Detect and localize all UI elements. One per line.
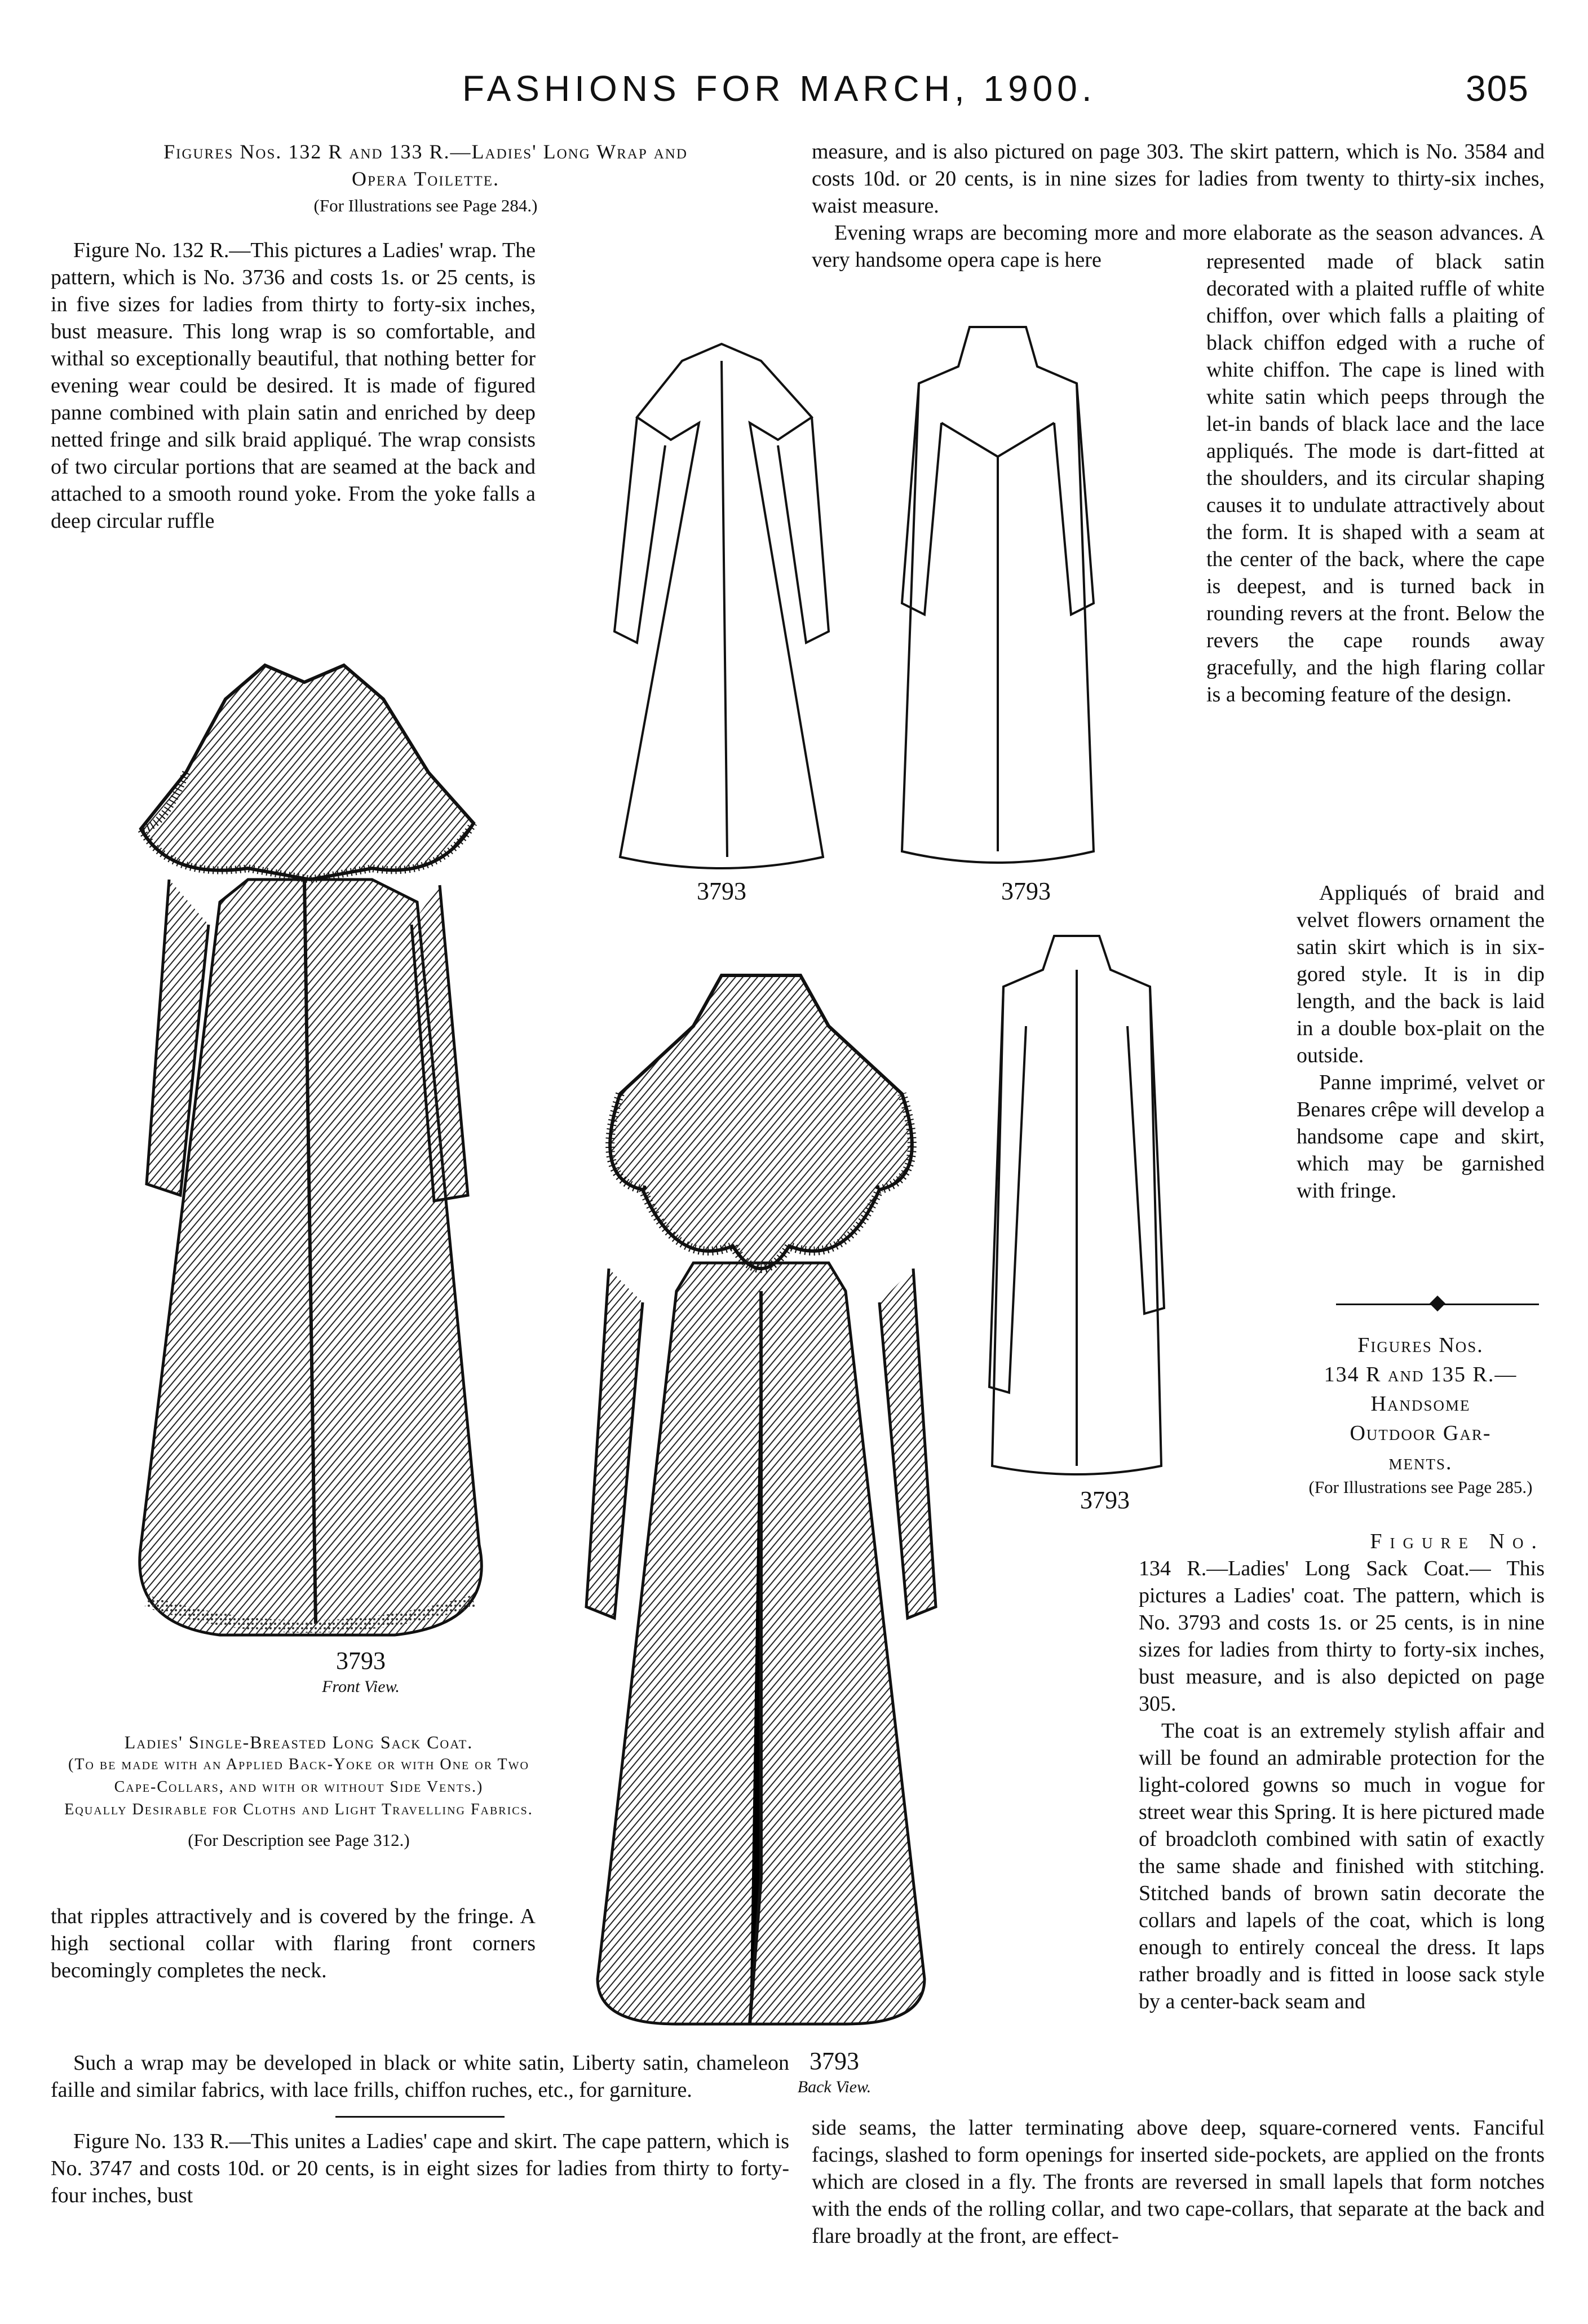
section-heading: Figures Nos. 132 R and 133 R.—Ladies' Long Wrap and	[163, 140, 688, 163]
section-heading-2: Opera Toilette.	[352, 167, 499, 190]
fig-heading-line1: Figures Nos.	[1357, 1333, 1484, 1357]
front-view-number: 3793	[336, 1647, 386, 1674]
side-seams-paragraph: side seams, the latter terminating above deep, square-cornered vents. Fanciful facings, slashed to form openings for inserted side-pockets, are applied on the fronts which are closed in a fly. The fronts are reversed in small lapels that form notches with the ends of the rolling collar, and two cape-collars, that separate at the back and flare broadly at the front, are effect-	[812, 2116, 1545, 2248]
applique-paragraph: Appliqués of braid and velvet flowers ornament the satin skirt which is in six-gored style. It is in dip length, and the back is laid in a double box-plait on the outside.	[1297, 881, 1545, 1067]
caption-line1: Ladies' Single-Breasted Long Sack Coat.	[124, 1732, 474, 1752]
fig134-column	[1139, 1528, 1545, 2015]
back-view-number: 3793	[810, 2047, 859, 2075]
running-header: FASHIONS FOR MARCH, 1900.	[462, 68, 1096, 109]
wrap-materials-paragraph: Such a wrap may be developed in black or white satin, Liberty satin, chameleon faille and similar fabrics, with lace frills, chiffon ruches, etc., for garniture.	[51, 2051, 789, 2102]
small-front-coat-illustration	[609, 316, 834, 880]
left-top-column	[51, 138, 800, 219]
caption-line2: (To be made with an Applied Back-Yoke or with One or Two Cape-Collars, and with or without Side Vents.)	[68, 1756, 529, 1796]
fig133-paragraph: Figure No. 133 R.—This unites a Ladies' cape and skirt. The cape pattern, which is No. 3747 and costs 10d. or 20 cents, is in eight sizes for ladies from thirty to forty-four inches, bust	[51, 2129, 789, 2207]
panne-paragraph: Panne imprimé, velvet or Benares crêpe will develop a handsome cape and skirt, which may be garnished with fringe.	[1297, 1071, 1545, 1203]
ripples-paragraph: that ripples attractively and is covered by the fringe. A high sectional collar with flaring front corners becomingly completes the neck.	[51, 1905, 536, 1982]
page-number: 305	[1466, 68, 1529, 109]
short-rule	[335, 2116, 505, 2118]
front-view-coat-illustration	[79, 643, 541, 1674]
small-back-coat-illustration	[891, 310, 1105, 874]
back-view-label: Back View.	[797, 2078, 872, 2096]
small-number-3: 3793	[1080, 1486, 1130, 1514]
fig132-paragraph: Figure No. 132 R.—This pictures a Ladies' wrap. The pattern, which is No. 3736 and costs 1s. or 25 cents, is in five sizes for ladies from thirty to forty-six inches, bust measure. This long wrap is so comfortable, and withal so exceptionally beautiful, that nothing better for evening wear could be desired. It is made of figured panne combined with plain satin and enriched by deep netted fringe and silk braid appliqué. The wrap consists of two circular portions that are seamed at the back and attached to a smooth round yoke. From the yoke falls a deep circular ruffle	[51, 238, 536, 533]
skirt-paragraph: measure, and is also pictured on page 303. The skirt pattern, which is No. 3584 and costs 10d. or 20 cents, is in nine sizes for ladies from twenty to thirty-six inches, waist measure.	[812, 140, 1545, 218]
small-number-2: 3793	[1001, 877, 1051, 905]
evening-wraps-paragraph: Evening wraps are becoming more and more elaborate as the season advances. A very handsome opera cape is here	[812, 221, 1545, 272]
front-view-label: Front View.	[322, 1677, 400, 1696]
fig-heading-line4: Outdoor Gar-	[1350, 1421, 1492, 1445]
bottom-right-column	[812, 2114, 1545, 2250]
left-bottom-wide	[51, 2049, 789, 2209]
fig-heading-line3: Handsome	[1370, 1392, 1471, 1416]
caption-line3: Equally Desirable for Cloths and Light Travelling Fabrics.	[64, 1801, 533, 1818]
small-back-coat-illustration-2	[981, 925, 1173, 1488]
divider-diamond-icon	[1430, 1296, 1445, 1311]
illustration-ref: (For Illustrations see Page 284.)	[313, 196, 538, 215]
back-view-coat-illustration	[564, 953, 958, 2052]
left-bottom-column	[51, 1903, 536, 1984]
right-narrower-column	[1297, 880, 1545, 1204]
right-narrow-column	[1206, 248, 1545, 708]
fig134-paragraph-2: The coat is an extremely stylish affair and will be found an admirable protection for the light-colored gowns so much in vogue for street wear this Spring. It is here pictured made of broadcloth combined with satin of exactly the same shade and finished with stitching. Stitched bands of brown satin decorate the collars and lapels of the coat, which is long enough to entirely conceal the dress. It laps rather broadly and is fitted in loose sack style by a center-back seam and	[1139, 1719, 1545, 2013]
fig-heading-line5: ments.	[1388, 1451, 1453, 1474]
figures-134-heading	[1297, 1331, 1545, 1497]
small-number-1: 3793	[697, 877, 746, 905]
fig-heading-ref: (For Illustrations see Page 285.)	[1308, 1477, 1533, 1497]
fig134-lead: Figure No.	[1370, 1530, 1545, 1553]
left-top-text	[51, 237, 536, 534]
opera-cape-paragraph: represented made of black satin decorated with a plaited ruffle of white chiffon, over which falls a plaiting of black chiffon edged with a ruche of white chiffon. The cape is lined with white satin which peeps through the let-in bands of black lace and the lace appliqués. The mode is dart-fitted at the shoulders, and its circular shaping causes it to undulate attractively about the form. It is shaped with a seam at the center of the back, where the cape is deepest, and is turned back in rounding revers at the front. Below the revers the cape rounds away gracefully, and the high flaring collar is a becoming feature of the design.	[1206, 250, 1545, 706]
fig134-paragraph: 134 R.—Ladies' Long Sack Coat.— This pictures a Ladies' coat. The pattern, which is No. 3793 and costs 1s. or 25 cents, is in nine sizes for ladies from thirty to forty-six inches, bust measure, and is also depicted on page 305.	[1139, 1557, 1545, 1716]
figure-caption	[51, 1731, 547, 1852]
caption-ref: (For Description see Page 312.)	[188, 1830, 410, 1850]
fig-heading-line2: 134 R and 135 R.—	[1324, 1363, 1518, 1386]
